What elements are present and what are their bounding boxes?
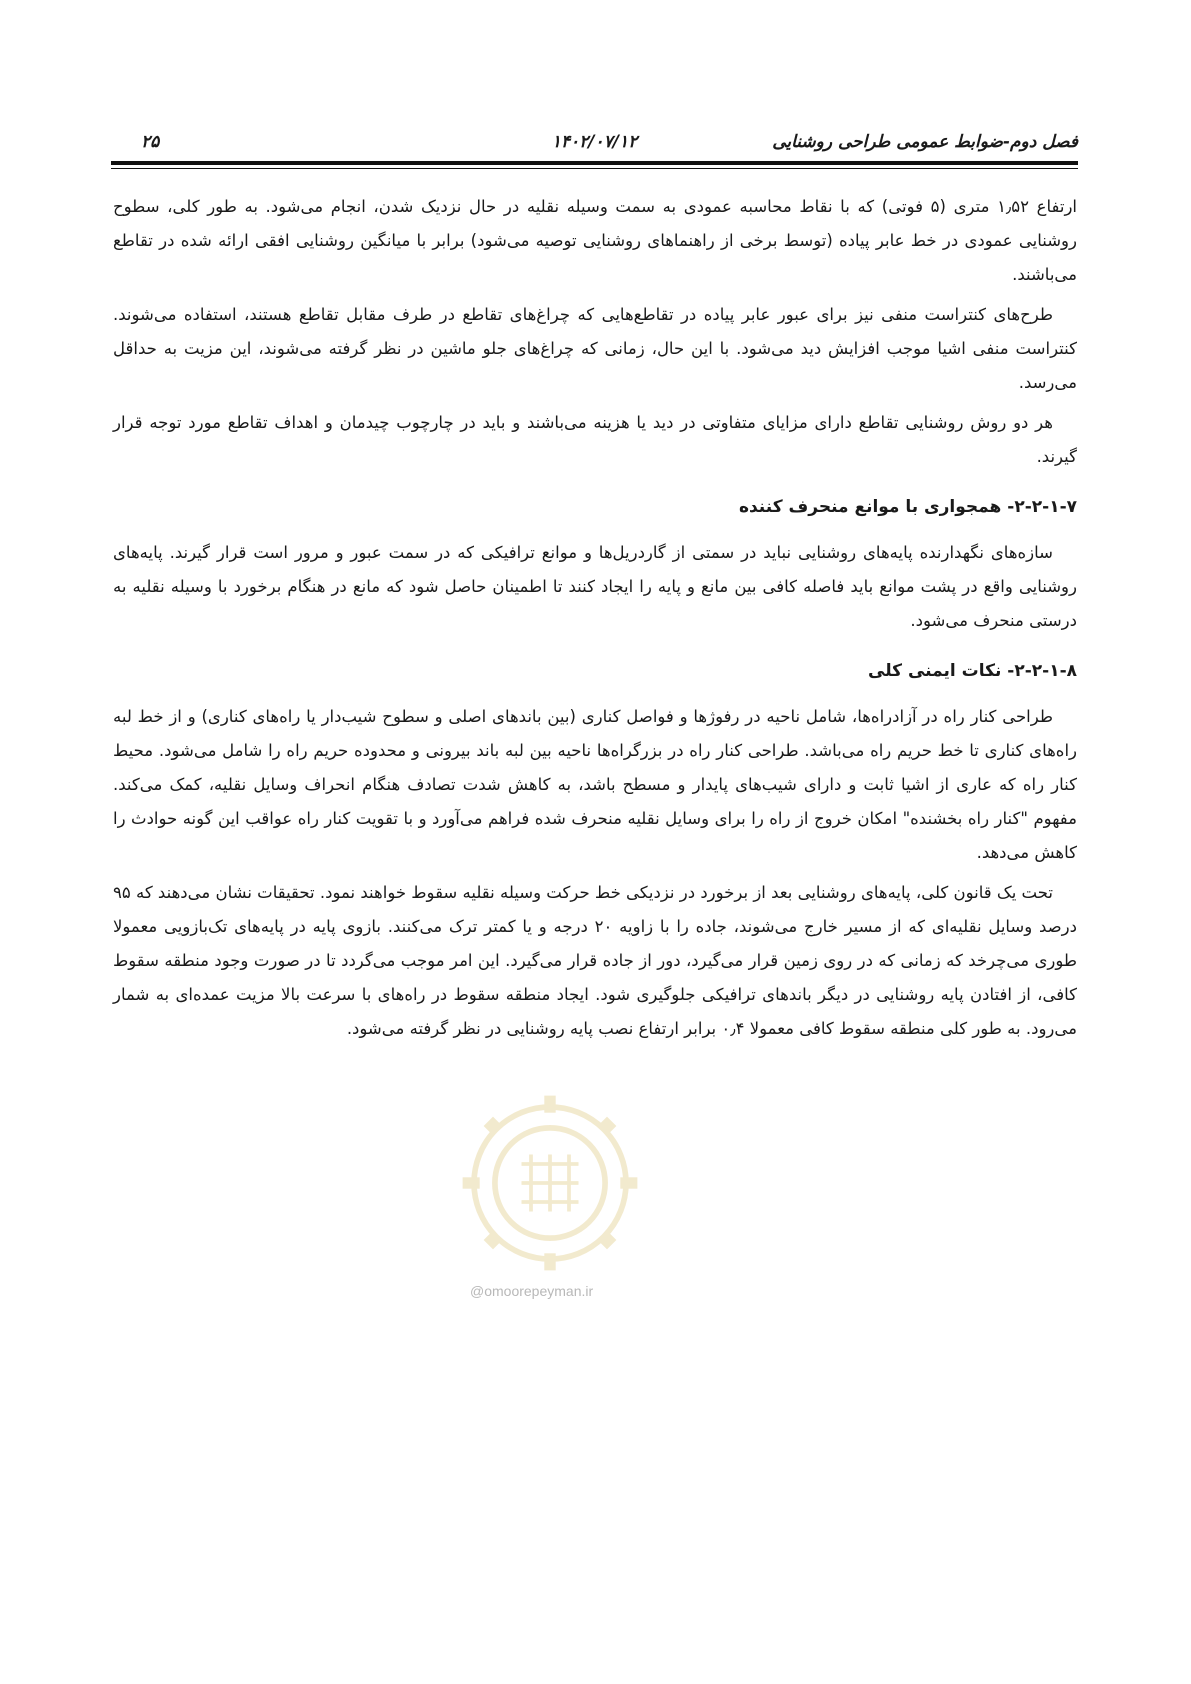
- section-heading: ۲-۲-۱-۸- نکات ایمنی کلی: [868, 661, 1077, 681]
- page-header: [111, 128, 1078, 164]
- watermark-text: @omoorepeyman.ir: [470, 1283, 594, 1299]
- chapter-title: فصل دوم-ضوابط عمومی طراحی روشنایی: [772, 132, 1078, 152]
- gear-logo-icon: [455, 1088, 645, 1278]
- page-number: ۲۵: [141, 132, 160, 152]
- body-paragraph: ارتفاع ۱٫۵۲ متری (۵ فوتی) که با نقاط محاسبه عمودی به سمت وسیله نقلیه در حال نزدیک شدن، انجام می‌شود. به طور کلی، سطوح روشنایی عمودی در خط عابر پیاده (توسط برخی از راهنماهای روشنایی توصیه می‌شود) برابر با میانگین روشنایی افقی ارائه شده در تقاطع می‌باشند.: [113, 197, 1078, 284]
- header-divider-thick: [111, 161, 1078, 165]
- section-heading: ۲-۲-۱-۷- همجواری با موانع منحرف کننده: [738, 497, 1077, 517]
- body-paragraph: هر دو روش روشنایی تقاطع دارای مزایای متفاوتی در دید یا هزینه می‌باشند و باید در چارچوب چیدمان و اهداف تقاطع مورد توجه قرار گیرند.: [113, 413, 1077, 466]
- body-paragraph: سازه‌های نگهدارنده پایه‌های روشنایی نباید در سمتی از گاردریل‌ها و موانع ترافیکی که در سمت عبور و مرور است قرار گیرند. پایه‌های روشنایی واقع در پشت موانع باید فاصله کافی بین مانع و پایه را ایجاد کنند تا اطمینان حاصل شود که مانع در هنگام برخورد با وسیله نقلیه به درستی منحرف می‌شود.: [113, 543, 1077, 630]
- page-body: [113, 190, 1077, 1052]
- body-paragraph: طرح‌های کنتراست منفی نیز برای عبور عابر پیاده در تقاطع‌هایی که چراغ‌های تقاطع در طرف مقابل تقاطع هستند، استفاده می‌شوند. کنتراست منفی اشیا موجب افزایش دید می‌شود. با این حال، زمانی که چراغ‌های جلو ماشین در نظر گرفته می‌شوند، این مزیت به حداقل می‌رسد.: [113, 305, 1077, 392]
- body-paragraph: تحت یک قانون کلی، پایه‌های روشنایی بعد از برخورد در نزدیکی خط حرکت وسیله نقلیه سقوط خواهند نمود. تحقیقات نشان می‌دهند که ۹۵ درصد وسایل نقلیه‌ای که از مسیر خارج می‌شوند، جاده را با زاویه ۲۰ درجه و یا کمتر ترک می‌کنند. بازوی پایه در پایه‌های تک‌بازویی معمولا طوری می‌چرخد که زمانی که در روی زمین قرار می‌گیرد، دور از جاده قرار می‌گیرد. این امر موجب می‌گردد تا در صورت وجود منطقه سقوط کافی، از افتادن پایه روشنایی در دیگر باندهای ترافیکی جلوگیری شود. ایجاد منطقه سقوط در راه‌های با سرعت بالا مزیت عمده‌ای به شمار می‌رود. به طور کلی منطقه سقوط کافی معمولا ۰٫۴ برابر ارتفاع نصب پایه روشنایی در نظر گرفته می‌شود.: [113, 883, 1077, 1038]
- header-date: ۱۴۰۲/۰۷/۱۲: [551, 132, 638, 152]
- body-paragraph: طراحی کنار راه در آزادراه‌ها، شامل ناحیه در رفوژها و فواصل کناری (بین باندهای اصلی و سطوح شیب‌دار یا راه‌های کناری) و از خط لبه راه‌های کناری تا خط حریم راه می‌باشد. طراحی کنار راه در بزرگراه‌ها ناحیه بین لبه باند بیرونی و محدوده حریم راه را شامل می‌شود. محیط کنار راه که عاری از اشیا ثابت و دارای شیب‌های پایدار و مسطح باشد، به کاهش شدت تصادف هنگام انحراف وسایل نقلیه، کمک می‌کند. مفهوم "کنار راه بخشنده" امکان خروج از راه را برای وسایل نقلیه منحرف شده فراهم می‌آورد و با تقویت کنار راه عواقب این گونه حوادث را کاهش می‌دهد.: [113, 707, 1077, 862]
- header-divider-thin: [111, 168, 1078, 169]
